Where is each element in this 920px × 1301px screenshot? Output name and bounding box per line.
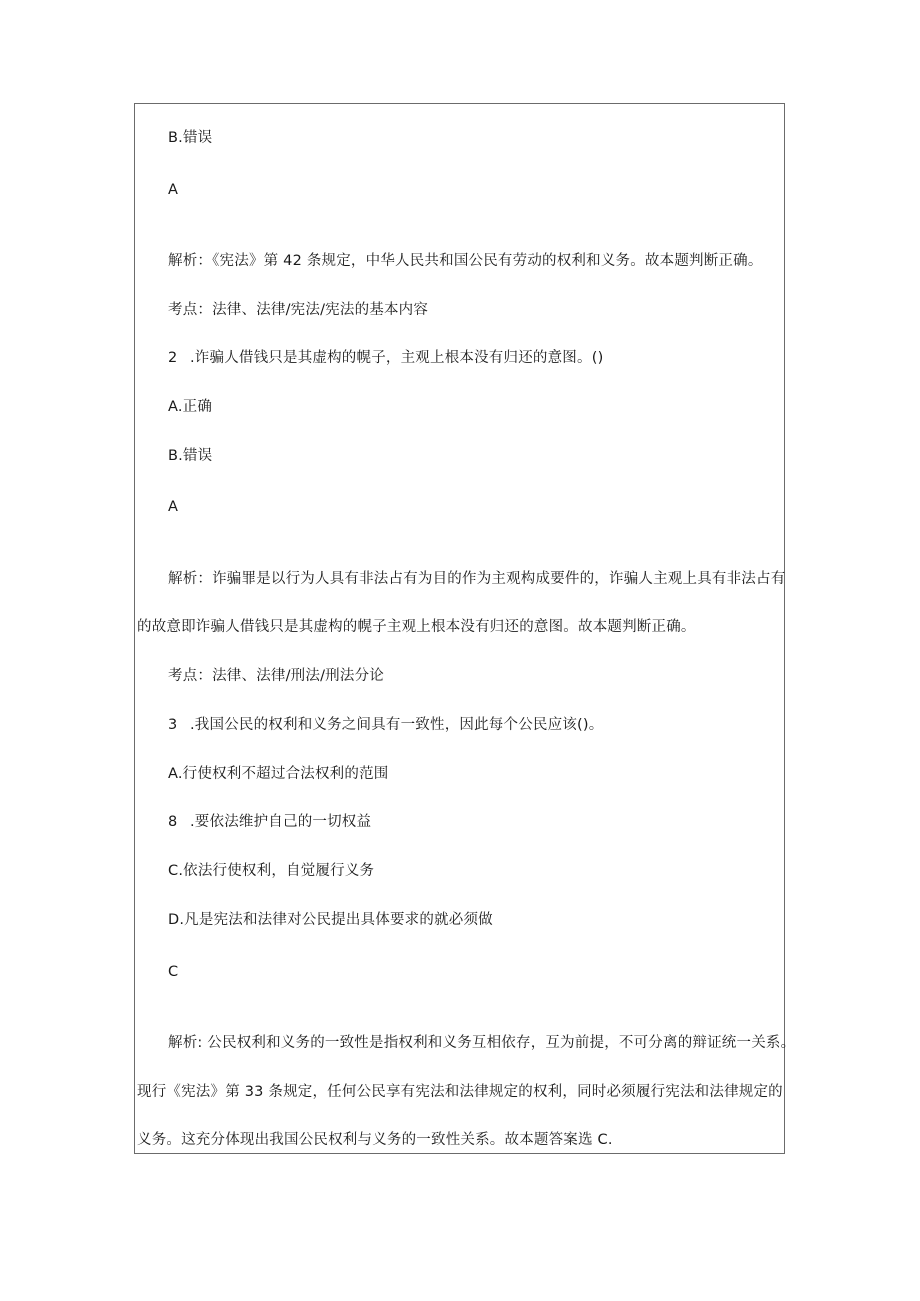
option-b-false: B.错误: [168, 448, 213, 464]
analysis-line: 解析: 公民权利和义务的一致性是指权利和义务互相依存，互为前提，不可分离的辩证统一关系。: [168, 1035, 796, 1051]
analysis-continuation: 现行《宪法》第 33 条规定，任何公民享有宪法和法律规定的权利，同时必须履行宪法和法律规定的: [137, 1084, 783, 1100]
question-text: .诈骗人借钱只是其虚构的幌子，主观上根本没有归还的意图。(): [190, 350, 604, 366]
answer-line: C: [168, 964, 179, 980]
analysis-continuation: 义务。这充分体现出我国公民权利与义务的一致性关系。故本题答案选 C.: [137, 1132, 613, 1148]
analysis-line: 解析：《宪法》第 42 条规定，中华人民共和国公民有劳动的权利和义务。故本题判断正确。: [168, 253, 763, 269]
option-a-true: A.正确: [168, 399, 213, 415]
option-text: .要依法维护自己的一切权益: [190, 814, 372, 830]
question-3: [168, 715, 603, 735]
question-number: 2: [168, 350, 178, 366]
option-d: D.凡是宪法和法律对公民提出具体要求的就必须做: [168, 912, 493, 928]
answer-line: A: [168, 182, 179, 198]
option-number: 8: [168, 814, 178, 830]
option-b-false: B.错误: [168, 130, 213, 146]
question-number: 3: [168, 717, 178, 733]
topic-line: 考点：法律、法律/宪法/宪法的基本内容: [168, 302, 429, 318]
topic-line: 考点：法律、法律/刑法/刑法分论: [168, 668, 384, 684]
question-2: [168, 348, 603, 368]
option-b: [168, 812, 371, 832]
answer-line: A: [168, 499, 179, 515]
option-a: A.行使权利不超过合法权利的范围: [168, 766, 389, 782]
analysis-continuation: 的故意即诈骗人借钱只是其虚构的幌子主观上根本没有归还的意图。故本题判断正确。: [137, 619, 696, 635]
question-text: .我国公民的权利和义务之间具有一致性，因此每个公民应该()。: [190, 717, 604, 733]
option-c: C.依法行使权利，自觉履行义务: [168, 863, 375, 879]
analysis-line: 解析：诈骗罪是以行为人具有非法占有为目的作为主观构成要件的，诈骗人主观上具有非法占有: [168, 571, 786, 587]
